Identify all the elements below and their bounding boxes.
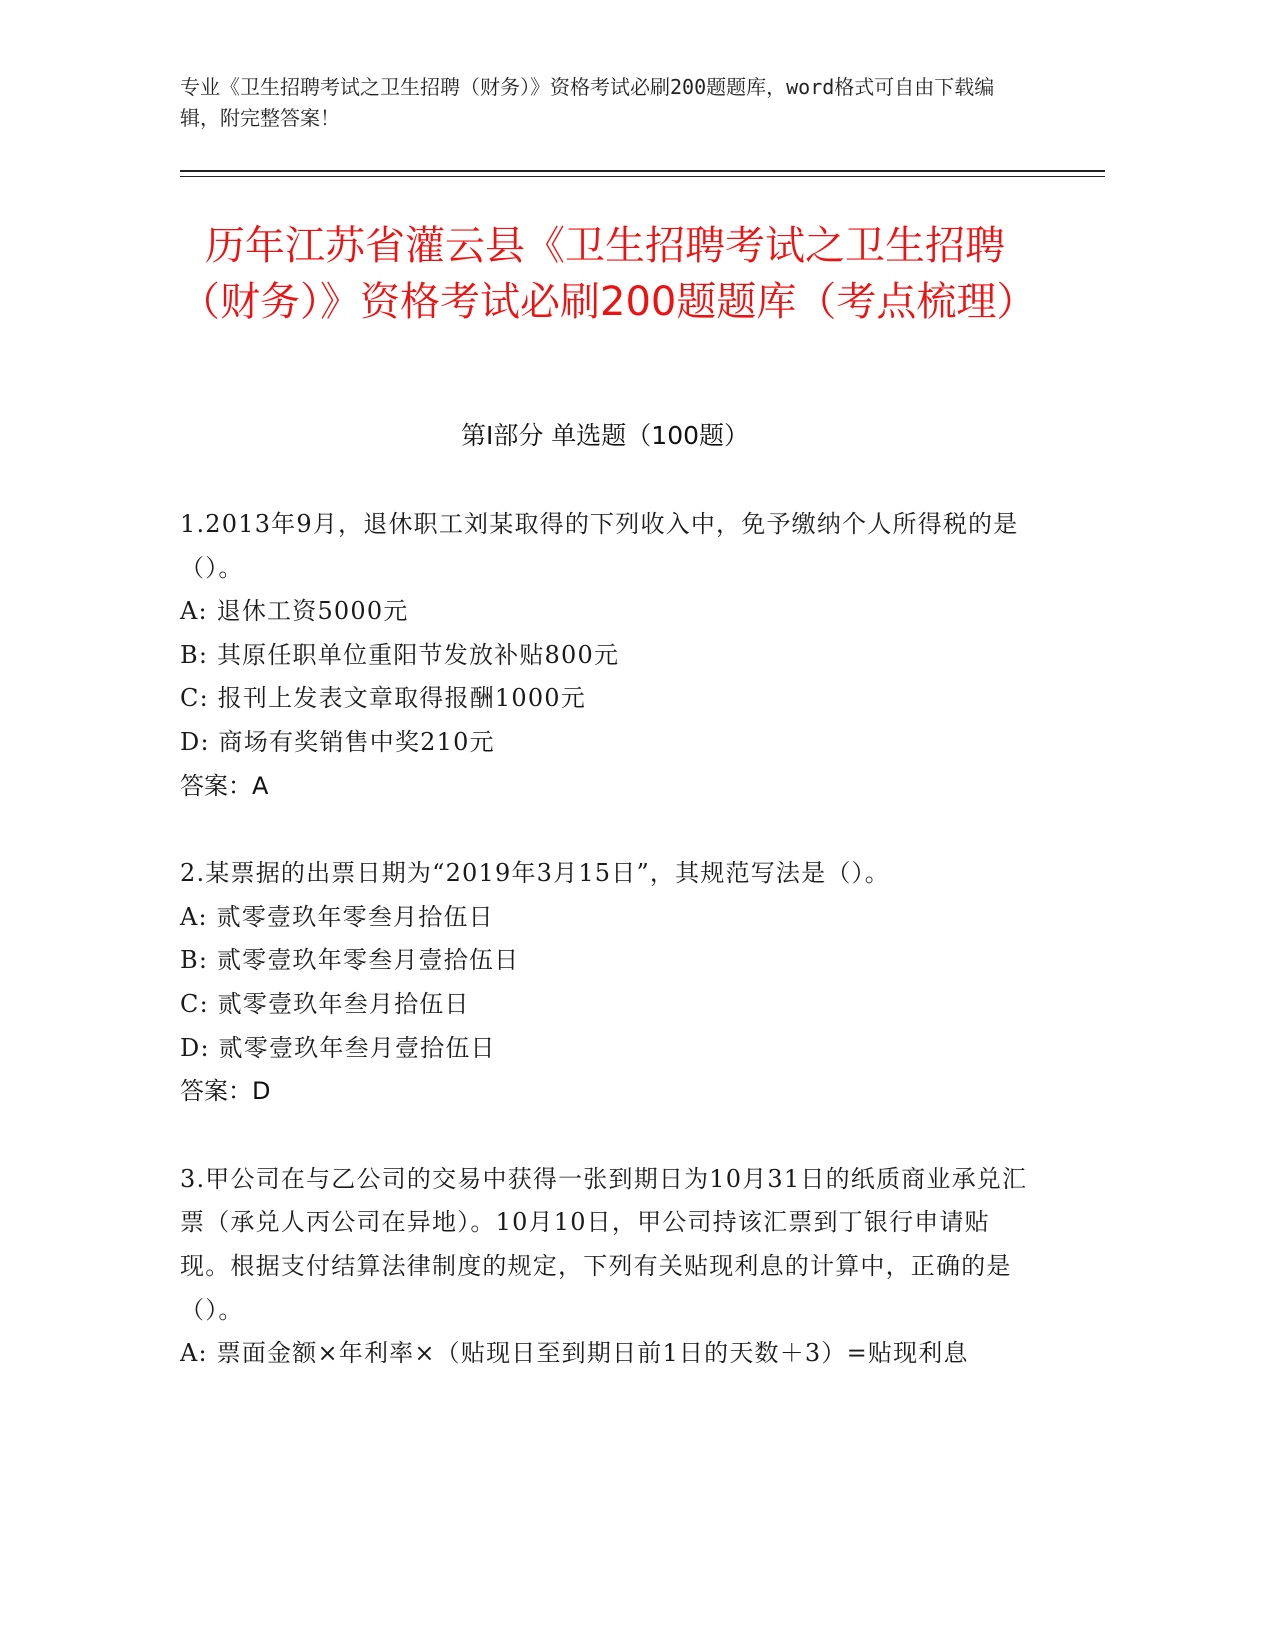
option-a: A: 票面金额×年利率×（贴现日至到期日前1日的天数＋3）=贴现利息 (180, 1339, 969, 1368)
option-b: B: 其原任职单位重阳节发放补贴800元 (180, 640, 620, 669)
option-a: A: 贰零壹玖年零叁月拾伍日 (180, 902, 494, 931)
answer: 答案：D (180, 1077, 271, 1106)
section-heading: 第I部分 单选题（100题） (460, 421, 750, 450)
question-2 (180, 852, 1040, 1114)
header-divider-thin (180, 176, 1105, 177)
header-divider-thick (180, 170, 1105, 172)
question-1 (180, 503, 1040, 808)
option-c: C: 报刊上发表文章取得报酬1000元 (180, 684, 586, 713)
document-title: 历年江苏省灌云县《卫生招聘考试之卫生招聘（财务）》资格考试必刷200题题库（考点梳理） (180, 223, 1037, 325)
question-text: 3.甲公司在与乙公司的交易中获得一张到期日为10月31日的纸质商业承兑汇票（承兑人丙公司在异地）。10月10日，甲公司持该汇票到丁银行申请贴现。根据支付结算法律制度的规定，下列有关贴现利息的计算中，正确的是（）。 (180, 1164, 1028, 1324)
question-text: 2.某票据的出票日期为“2019年3月15日”，其规范写法是（）。 (180, 859, 890, 888)
option-b: B: 贰零壹玖年零叁月壹拾伍日 (180, 946, 520, 975)
header-note: 专业《卫生招聘考试之卫生招聘（财务）》资格考试必刷200题题库，word格式可自由下载编辑，附完整答案！ (180, 75, 995, 130)
question-3 (180, 1158, 1040, 1376)
option-d: D: 商场有奖销售中奖210元 (180, 727, 495, 756)
option-d: D: 贰零壹玖年叁月壹拾伍日 (180, 1033, 496, 1062)
question-text: 1.2013年9月，退休职工刘某取得的下列收入中，免予缴纳个人所得税的是（）。 (180, 510, 1019, 582)
question-list (180, 503, 1040, 1420)
option-a: A: 退休工资5000元 (180, 597, 409, 626)
option-c: C: 贰零壹玖年叁月拾伍日 (180, 989, 470, 1018)
answer: 答案：A (180, 771, 269, 800)
